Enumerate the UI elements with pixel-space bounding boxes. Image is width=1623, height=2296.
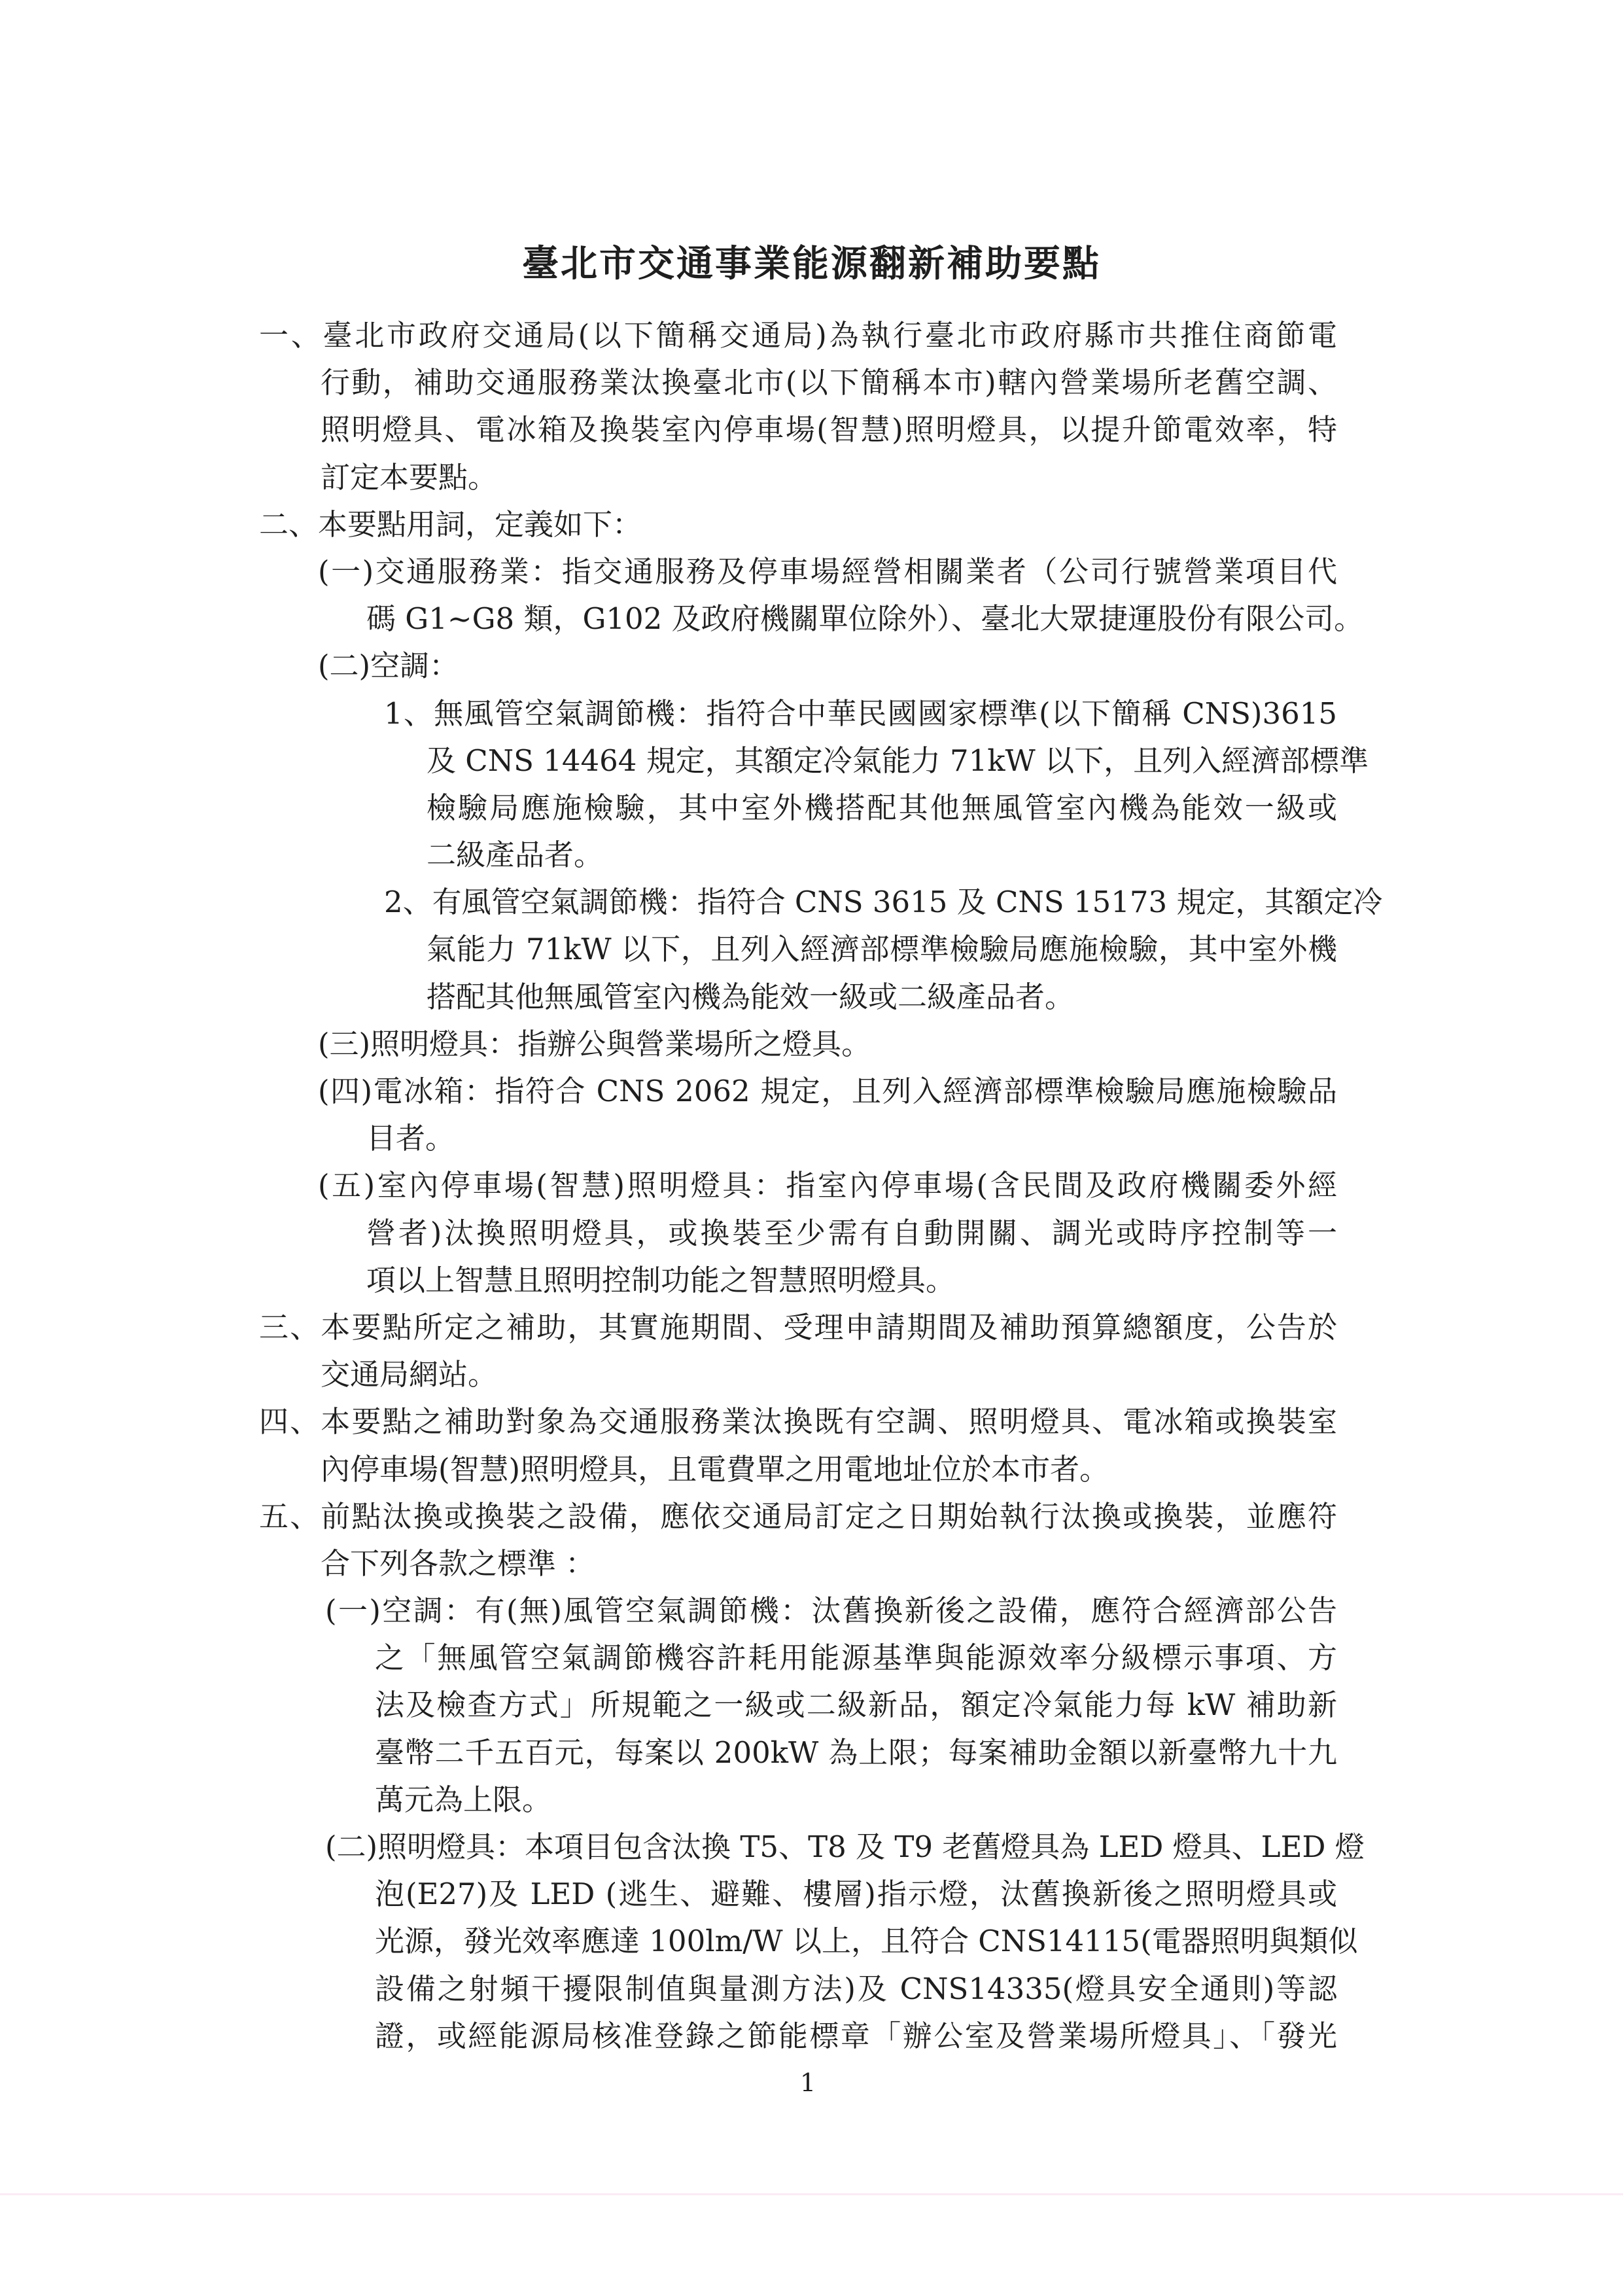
point-2-item-2-sub-1-line: 及 CNS 14464 規定，其額定冷氣能力 71kW 以下，且列入經濟部標準 [427,743,1369,778]
point-2-item-5-line: (五)室內停車場(智慧)照明燈具：指室內停車場(含民間及政府機關委外經 [318,1168,1337,1203]
point-5-item-2-line: 設備之射頻干擾限制值與量測方法)及 CNS14335(燈具安全通則)等認 [375,1971,1337,2006]
point-1-line: 行動，補助交通服務業汰換臺北市(以下簡稱本市)轄內營業場所老舊空調、 [321,365,1337,400]
point-2-item-2-sub-1-line: 二級產品者。 [427,838,604,873]
point-5-item-2-line: (二)照明燈具：本項目包含汰換 T5、T8 及 T9 老舊燈具為 LED 燈具、LED 燈 [325,1829,1365,1864]
point-4-line: 四、本要點之補助對象為交通服務業汰換既有空調、照明燈具、電冰箱或換裝室 [259,1404,1337,1439]
document-title: 臺北市交通事業能源翻新補助要點 [522,242,1101,285]
point-2-item-2-sub-1-line: 檢驗局應施檢驗，其中室外機搭配其他無風管室內機為能效一級或 [427,790,1337,825]
point-5-item-2-line: 證，或經能源局核准登錄之節能標章「辦公室及營業場所燈具」、「發光 [375,2018,1337,2053]
point-2-heading: 二、本要點用詞，定義如下： [259,506,642,542]
point-5-item-2-line: 光源，發光效率應達 100lm/W 以上，且符合 CNS14115(電器照明與類似 [375,1924,1358,1959]
point-5-item-1-line: 萬元為上限。 [375,1782,552,1817]
point-5-item-1-line: 之「無風管空氣調節機容許耗用能源基準與能源效率分級標示事項、方 [375,1640,1337,1676]
point-2-item-2-sub-1-line: 1、無風管空氣調節機：指符合中華民國國家標準(以下簡稱 CNS)3615 [384,696,1337,731]
point-2-item-1-line: (一)交通服務業：指交通服務及停車場經營相關業者（公司行號營業項目代 [318,554,1337,589]
point-5-item-1-line: 法及檢查方式」所規範之一級或二級新品，額定冷氣能力每 kW 補助新 [375,1687,1337,1723]
point-3-line: 三、本要點所定之補助，其實施期間、受理申請期間及補助預算總額度，公告於 [259,1309,1337,1345]
point-2-item-2-sub-2-line: 氣能力 71kW 以下，且列入經濟部標準檢驗局應施檢驗，其中室外機 [427,932,1337,967]
point-1-line: 訂定本要點。 [321,459,498,495]
point-5-item-1-line: (一)空調：有(無)風管空氣調節機：汰舊換新後之設備，應符合經濟部公告 [325,1593,1337,1629]
point-2-item-5-line: 營者)汰換照明燈具，或換裝至少需有自動開關、調光或時序控制等一 [366,1215,1337,1250]
point-2-item-5-line: 項以上智慧且照明控制功能之智慧照明燈具。 [366,1262,956,1298]
point-2-item-1-line: 碼 G1~G8 類，G102 及政府機關單位除外）、臺北大眾捷運股份有限公司。 [366,601,1364,637]
point-2-item-3-line: (三)照明燈具：指辦公與營業場所之燈具。 [318,1026,871,1061]
point-2-item-2-sub-2-line: 2、有風管空氣調節機：指符合 CNS 3615 及 CNS 15173 規定，其額定冷 [384,885,1383,920]
point-5-line: 合下列各款之標準 ： [321,1545,595,1581]
point-5-item-1-line: 臺幣二千五百元，每案以 200kW 為上限；每案補助金額以新臺幣九十九 [375,1735,1337,1770]
scan-edge-line [0,2193,1623,2195]
point-1-line: 一、臺北市政府交通局(以下簡稱交通局)為執行臺北市政府縣市共推住商節電 [259,318,1337,353]
point-5-line: 五、前點汰換或換裝之設備，應依交通局訂定之日期始執行汰換或換裝，並應符 [259,1498,1337,1534]
document-body [0,312,1623,2060]
point-1-line: 照明燈具、電冰箱及換裝室內停車場(智慧)照明燈具，以提升節電效率，特 [321,412,1337,448]
point-2-item-4-line: (四)電冰箱：指符合 CNS 2062 規定，且列入經濟部標準檢驗局應施檢驗品 [318,1074,1337,1108]
page-number: 1 [799,2068,816,2097]
point-2-item-2-sub-2-line: 搭配其他無風管室內機為能效一級或二級產品者。 [427,979,1075,1014]
point-5-item-2-line: 泡(E27)及 LED (逃生、避難、樓層)指示燈，汰舊換新後之照明燈具或 [375,1877,1337,1912]
point-2-item-2-heading: (二)空調： [318,648,459,684]
point-4-line: 內停車場(智慧)照明燈具，且電費單之用電地址位於本市者。 [321,1451,1109,1487]
point-3-line: 交通局網站。 [321,1357,498,1392]
point-2-item-4-line: 目者。 [366,1121,455,1156]
